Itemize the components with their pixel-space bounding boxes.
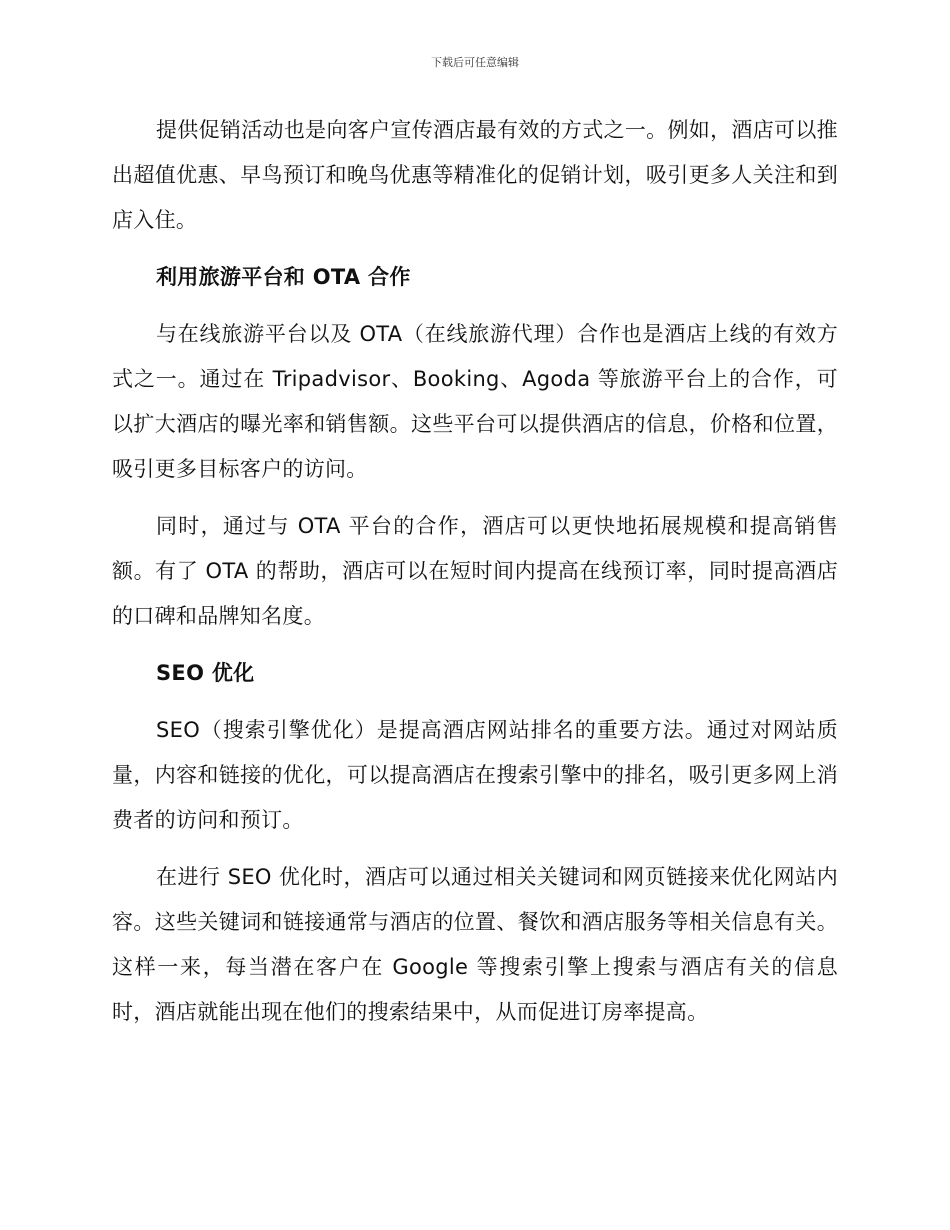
paragraph-ota-intro: 与在线旅游平台以及 OTA（在线旅游代理）合作也是酒店上线的有效方式之一。通过在 Tripadvisor、Booking、Agoda 等旅游平台上的合作，可以扩大酒店的曝光率和销售额。这些平台可以提供酒店的信息，价格和位置，吸引更多目标客户的访问。 (112, 322, 838, 481)
heading-ota-cooperation: 利用旅游平台和 OTA 合作 (156, 265, 411, 289)
page-header: 下载后可任意编辑 (431, 56, 519, 69)
paragraph-promotions: 提供促销活动也是向客户宣传酒店最有效的方式之一。例如，酒店可以推出超值优惠、早鸟预订和晚鸟优惠等精准化的促销计划，吸引更多人关注和到店入住。 (112, 118, 838, 232)
heading-seo: SEO 优化 (156, 661, 255, 685)
document-body (112, 108, 838, 1047)
paragraph-ota-benefits: 同时，通过与 OTA 平台的合作，酒店可以更快地拓展规模和提高销售额。有了 OTA 的帮助，酒店可以在短时间内提高在线预订率，同时提高酒店的口碑和品牌知名度。 (112, 514, 838, 628)
paragraph-seo-intro: SEO（搜索引擎优化）是提高酒店网站排名的重要方法。通过对网站质量，内容和链接的优化，可以提高酒店在搜索引擎中的排名，吸引更多网上消费者的访问和预订。 (112, 718, 838, 832)
paragraph-seo-keywords: 在进行 SEO 优化时，酒店可以通过相关关键词和网页链接来优化网站内容。这些关键词和链接通常与酒店的位置、餐饮和酒店服务等相关信息有关。这样一来，每当潜在客户在 Google 等搜索引擎上搜索与酒店有关的信息时，酒店就能出现在他们的搜索结果中，从而促进订房率提高。 (112, 865, 838, 1024)
